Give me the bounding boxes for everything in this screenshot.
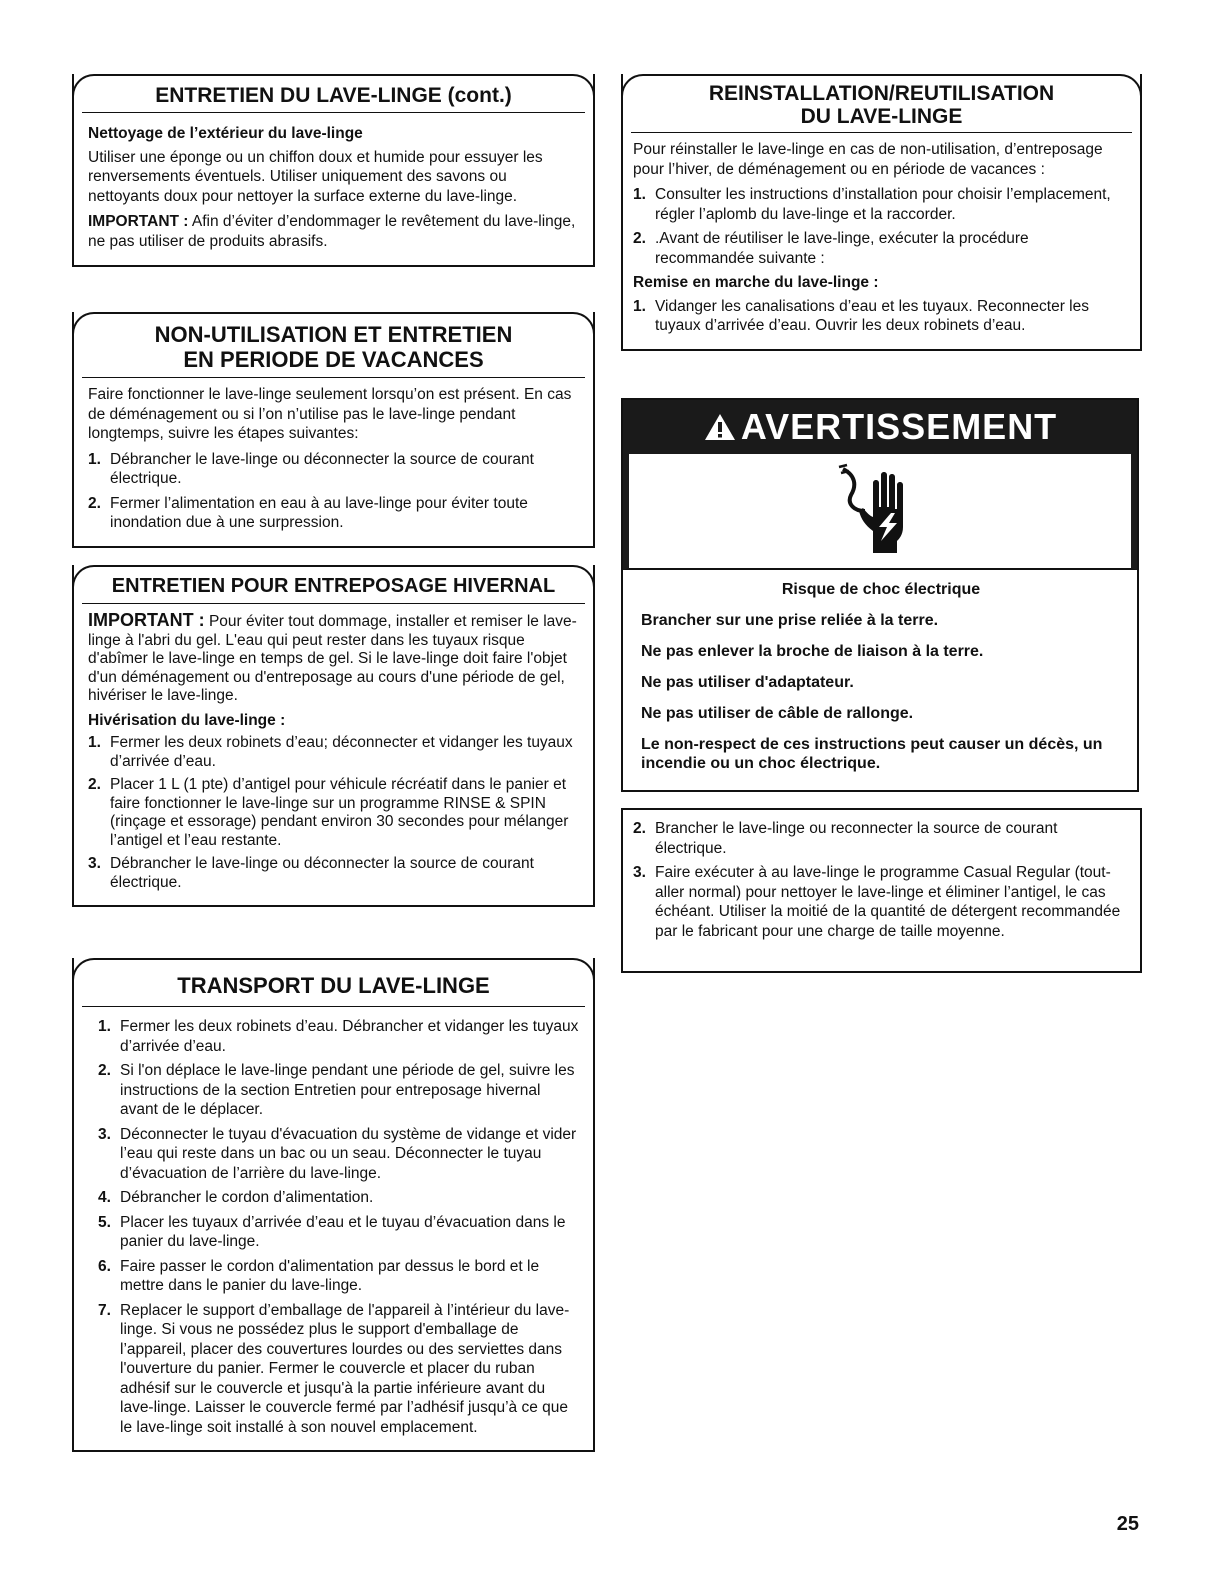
list-item: 6. Faire passer le cordon d'alimentation par dessus le bord et le mettre dans le panier du lave-linge. [98, 1257, 540, 1294]
important-label: IMPORTANT : [88, 213, 189, 230]
warning-line: Ne pas enlever la broche de liaison à la terre. [641, 643, 984, 660]
section-title [621, 74, 1142, 133]
section-title: TRANSPORT DU LAVE-LINGE [72, 958, 595, 1007]
warning-triangle-icon [703, 412, 737, 442]
list-item: 1. Fermer les deux robinets d’eau; déconnecter et vidanger les tuyaux d’arrivée d’eau. [88, 734, 573, 770]
step-list [88, 450, 579, 533]
subheading: Remise en marche du lave-linge : [633, 274, 879, 291]
intro: Pour réinstaller le lave-linge en cas de non-utilisation, d’entreposage pour l’hiver, de déménagement ou en période de vacances : [633, 141, 1103, 178]
list-item: 4. Débrancher le cordon d’alimentation. [98, 1189, 374, 1206]
warning-icon-area [623, 454, 1137, 570]
subheading: Nettoyage de l’extérieur du lave-linge [88, 125, 363, 142]
warning-line: Ne pas utiliser de câble de rallonge. [641, 705, 914, 722]
list-item: 2. Si l'on déplace le lave-linge pendant une période de gel, suivre les instructions de la section Entretien pour entreposage hivernal avant de le déplacer. [98, 1062, 575, 1118]
step-list [98, 1017, 579, 1437]
step-list-2 [633, 297, 1132, 336]
section-non-utilisation [72, 312, 595, 548]
warning-title [623, 400, 1137, 454]
important-text: Pour éviter tout dommage, installer et remiser le lave-linge à l'abri du gel. L'eau qui peut rester dans les tuyaux risque d'abîmer le lave-linge en temps de gel. Si le lave-linge doit faire l'objet d'un déménagement ou d'entreposage au cours d'une période de gel, hivériser le lave-linge. [88, 613, 577, 704]
list-item: 1. Consulter les instructions d’installation pour choisir l’emplacement, régler l’aplomb du lave-linge et la raccorder. [633, 186, 1111, 223]
step-list [633, 185, 1132, 268]
list-item: 2. Fermer l’alimentation en eau à au lave-linge pour éviter toute inondation due à une surpression. [88, 494, 528, 531]
section-hivernal [72, 565, 595, 907]
warning-line: Ne pas utiliser d'adaptateur. [641, 674, 854, 691]
list-item: 2. Placer 1 L (1 pte) d’antigel pour véhicule récréatif dans le panier et faire fonctionner le lave-linge sur un programme RINSE & SPIN (rinçage et essorage) pendant environ 30 secondes pour mélanger l’antigel et l’eau restante. [88, 776, 569, 849]
important-note [88, 212, 579, 251]
section-title [72, 312, 595, 378]
important-text: Afin d’éviter d’endommager le revêtement du lave-linge, ne pas utiliser de produits abrasifs. [88, 213, 576, 250]
step-list [88, 734, 579, 892]
section-transport [72, 958, 595, 1452]
intro: Faire fonctionner le lave-linge seulement lorsqu’on est présent. En cas de déménagement ou si l’on n’utilise pas le lave-linge pendant longtemps, suivre les étapes suivantes: [88, 386, 572, 442]
section-reinstallation [621, 74, 1142, 351]
warning-title-text: AVERTISSEMENT [740, 406, 1058, 447]
warning-risk: Risque de choc électrique [781, 581, 981, 598]
list-item: 2. .Avant de réutiliser le lave-linge, exécuter la procédure recommandée suivante : [633, 230, 1029, 267]
list-item: 1. Vidanger les canalisations d’eau et les tuyaux. Reconnecter les tuyaux d’arrivée d’eau. Ouvrir les deux robinets d’eau. [633, 297, 1089, 334]
important-label: IMPORTANT : [88, 610, 205, 630]
title-line-2: DU LAVE-LINGE [800, 105, 963, 128]
page-number: 25 [1116, 1513, 1139, 1535]
section-entretien [72, 74, 595, 267]
section-title: ENTRETIEN DU LAVE-LINGE (cont.) [72, 74, 595, 113]
warning-line: Le non-respect de ces instructions peut causer un décès, un incendie ou un choc électrique. [641, 736, 1103, 772]
title-line-1: NON-UTILISATION ET ENTRETIEN [154, 322, 513, 347]
title-line-1: REINSTALLATION/REUTILISATION [708, 82, 1055, 105]
list-item: 3. Faire exécuter à au lave-linge le programme Casual Regular (tout-aller normal) pour nettoyer le lave-linge et éliminer l’antigel, le cas échéant. Utiliser la moitié de la quantité de détergent recommandée par le fabricant pour une charge de taille moyenne. [633, 864, 1121, 940]
section-reinstallation-cont [621, 808, 1142, 973]
title-line-2: EN PERIODE DE VACANCES [183, 347, 484, 372]
warning-line: Brancher sur une prise reliée à la terre. [641, 612, 939, 629]
list-item: 7. Replacer le support d’emballage de l'appareil à l’intérieur du lave-linge. Si vous ne possédez plus le support d'emballage de l’appareil, placer des couvertures lourdes ou des serviettes dans l'ouverture du panier. Fermer le couvercle et placer du ruban adhésif sur le couvercle et jusqu'à la partie inférieure avant du lave-linge. Laisser le couvercle fermé par l’adhésif jusqu’à ce que le lave-linge soit installé à son nouvel emplacement. [98, 1301, 570, 1436]
list-item: 1. Fermer les deux robinets d’eau. Débrancher et vidanger les tuyaux d’arrivée d’eau. [98, 1018, 579, 1055]
section-title: ENTRETIEN POUR ENTREPOSAGE HIVERNAL [72, 565, 595, 604]
warning-box [621, 398, 1139, 792]
list-item: 5. Placer les tuyaux d’arrivée d’eau et le tuyau d’évacuation dans le panier du lave-linge. [98, 1213, 566, 1250]
electric-shock-hand-icon [835, 461, 925, 561]
list-item: 1. Débrancher le lave-linge ou déconnecter la source de courant électrique. [88, 450, 534, 487]
subheading: Hivérisation du lave-linge : [88, 711, 286, 729]
list-item: 3. Débrancher le lave-linge ou déconnecter la source de courant électrique. [88, 855, 534, 891]
list-item: 2. Brancher le lave-linge ou reconnecter la source de courant électrique. [633, 820, 1058, 857]
warning-text [623, 570, 1137, 773]
step-list [633, 819, 1126, 941]
important-note [88, 611, 579, 706]
paragraph: Utiliser une éponge ou un chiffon doux et humide pour essuyer les renversements éventuels. Utiliser uniquement des savons ou nettoyants doux pour nettoyer la surface externe du lave-linge. [88, 148, 543, 205]
list-item: 3. Déconnecter le tuyau d'évacuation du système de vidange et vider l’eau qui reste dans un bac ou un seau. Déconnecter le tuyau d’évacuation de l’arrière du lave-linge. [98, 1125, 577, 1182]
